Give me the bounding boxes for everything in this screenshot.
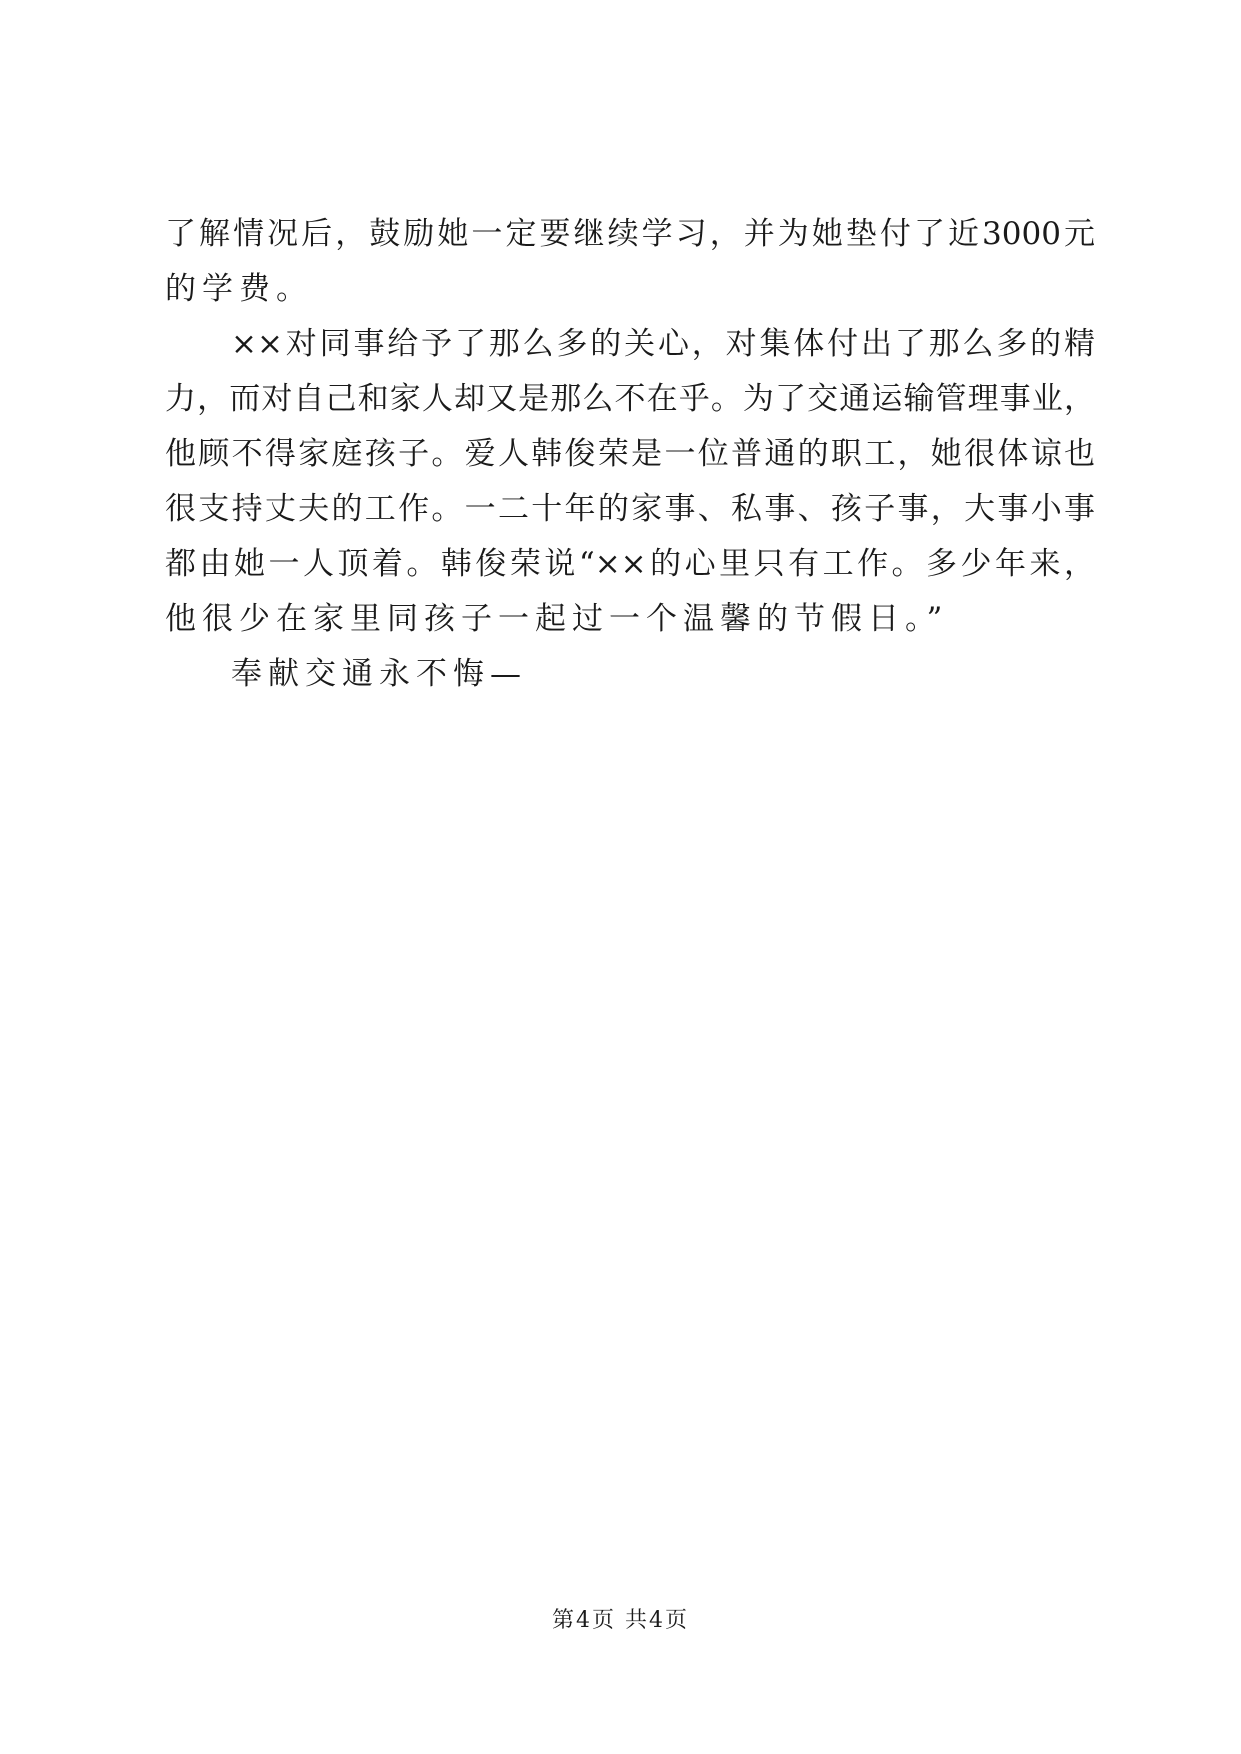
section-heading: 奉献交通永不悔— [231, 656, 527, 692]
text-line: 他很少在家里同孩子一起过一个温馨的节假日。” [165, 601, 949, 637]
text-line: 他顾不得家庭孩子。爱人韩俊荣是一位普通的职工，她很体谅也 [165, 436, 1095, 472]
text-line: ××对同事给予了那么多的关心，对集体付出了那么多的精 [231, 326, 1095, 362]
text-line: 都由她一人顶着。韩俊荣说“××的心里只有工作。多少年来， [165, 546, 1095, 582]
document-body [165, 207, 1095, 702]
text-line: 力，而对自己和家人却又是那么不在乎。为了交通运输管理事业， [165, 381, 1095, 417]
page-footer: 第4页 共4页 [552, 1608, 689, 1633]
text-line: 了解情况后，鼓励她一定要继续学习，并为她垫付了近3000元 [165, 216, 1095, 252]
text-line: 的学费。 [165, 271, 313, 307]
text-line: 很支持丈夫的工作。一二十年的家事、私事、孩子事，大事小事 [165, 491, 1095, 527]
